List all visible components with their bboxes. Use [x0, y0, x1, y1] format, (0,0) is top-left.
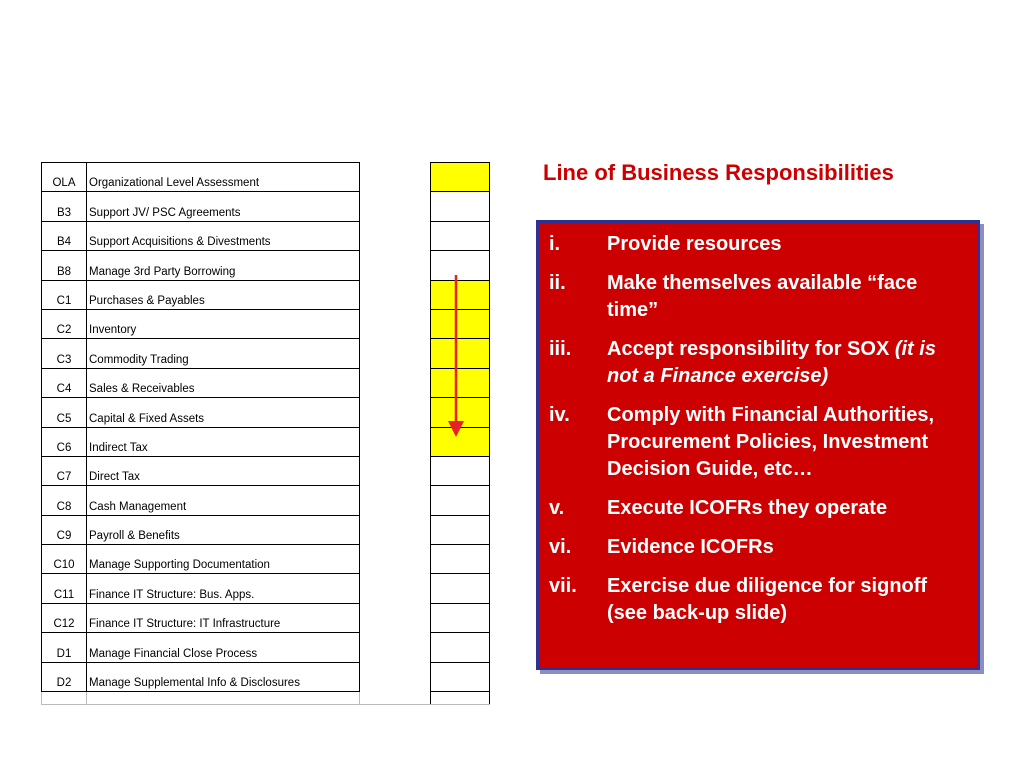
row-name: Finance IT Structure: Bus. Apps.: [87, 574, 360, 603]
list-item: [549, 336, 967, 390]
process-table-body: [42, 163, 490, 705]
row-name: Support Acquisitions & Divestments: [87, 221, 360, 250]
row-name: Organizational Level Assessment: [87, 163, 360, 192]
row-code: B3: [42, 192, 87, 221]
row-mark-cell: [431, 221, 490, 250]
table-row: [42, 192, 490, 221]
row-gap: [360, 280, 431, 309]
table-row: [42, 692, 490, 705]
row-mark-cell: [431, 163, 490, 192]
arrow-head: [448, 421, 464, 437]
panel-title: Line of Business Responsibilities: [543, 160, 894, 185]
table-row: [42, 398, 490, 427]
item-text: Provide resources: [607, 233, 782, 255]
row-name: Manage 3rd Party Borrowing: [87, 251, 360, 280]
list-item: [549, 402, 967, 483]
item-number: iii.: [549, 338, 572, 360]
row-code: C5: [42, 398, 87, 427]
table-row: [42, 456, 490, 485]
table-row: [42, 309, 490, 338]
row-name: Manage Supporting Documentation: [87, 545, 360, 574]
list-item: [549, 495, 967, 522]
row-code: C1: [42, 280, 87, 309]
row-code: C8: [42, 486, 87, 515]
row-mark-cell: [431, 603, 490, 632]
row-gap: [360, 545, 431, 574]
item-text: Evidence ICOFRs: [607, 536, 774, 558]
row-code: C4: [42, 368, 87, 397]
row-name: Cash Management: [87, 486, 360, 515]
table-row: [42, 603, 490, 632]
row-mark-cell: [431, 545, 490, 574]
row-code: C9: [42, 515, 87, 544]
row-gap: [360, 251, 431, 280]
row-name: Manage Supplemental Info & Disclosures: [87, 662, 360, 691]
row-name: Support JV/ PSC Agreements: [87, 192, 360, 221]
row-code: C11: [42, 574, 87, 603]
row-gap: [360, 309, 431, 338]
row-mark-cell: [431, 192, 490, 221]
list-item: [549, 270, 967, 324]
table-row: [42, 280, 490, 309]
table-row: [42, 662, 490, 691]
item-number: i.: [549, 233, 561, 255]
row-mark-cell: [431, 633, 490, 662]
row-mark-cell: [431, 574, 490, 603]
table-row: [42, 163, 490, 192]
item-text: Execute ICOFRs they operate: [607, 497, 888, 519]
row-name: [87, 692, 360, 705]
row-name: Direct Tax: [87, 456, 360, 485]
row-gap: [360, 192, 431, 221]
row-name: Finance IT Structure: IT Infrastructure: [87, 603, 360, 632]
table-row: [42, 427, 490, 456]
row-gap: [360, 339, 431, 368]
row-code: D2: [42, 662, 87, 691]
list-item: [549, 534, 967, 561]
down-arrow-icon: [441, 275, 471, 440]
row-code: C7: [42, 456, 87, 485]
row-code: OLA: [42, 163, 87, 192]
row-name: Indirect Tax: [87, 427, 360, 456]
row-gap: [360, 456, 431, 485]
row-gap: [360, 427, 431, 456]
row-gap: [360, 221, 431, 250]
table-row: [42, 633, 490, 662]
row-gap: [360, 603, 431, 632]
row-name: Inventory: [87, 309, 360, 338]
row-code: C12: [42, 603, 87, 632]
row-gap: [360, 515, 431, 544]
row-gap: [360, 486, 431, 515]
row-mark-cell: [431, 456, 490, 485]
row-mark-cell: [431, 692, 490, 705]
table-row: [42, 368, 490, 397]
row-name: Commodity Trading: [87, 339, 360, 368]
row-code: D1: [42, 633, 87, 662]
list-item: [549, 573, 967, 627]
item-text: Accept responsibility for SOX: [607, 338, 895, 360]
row-mark-cell: [431, 486, 490, 515]
row-gap: [360, 692, 431, 705]
row-gap: [360, 368, 431, 397]
row-gap: [360, 662, 431, 691]
row-code: [42, 692, 87, 705]
table-row: [42, 515, 490, 544]
table-row: [42, 574, 490, 603]
table-row: [42, 486, 490, 515]
row-mark-cell: [431, 662, 490, 691]
item-number: ii.: [549, 272, 566, 294]
item-text: Make themselves available “face time”: [607, 272, 918, 321]
row-code: C10: [42, 545, 87, 574]
list-item: [549, 231, 967, 258]
item-italic-note: (it is not a Finance exercise): [607, 338, 936, 387]
table-row: [42, 339, 490, 368]
item-number: vi.: [549, 536, 572, 558]
row-code: C3: [42, 339, 87, 368]
responsibilities-box: [536, 220, 980, 670]
row-gap: [360, 574, 431, 603]
row-code: C6: [42, 427, 87, 456]
row-name: Manage Financial Close Process: [87, 633, 360, 662]
row-gap: [360, 633, 431, 662]
row-code: C2: [42, 309, 87, 338]
process-table: [41, 162, 490, 705]
item-number: iv.: [549, 404, 570, 426]
row-name: Payroll & Benefits: [87, 515, 360, 544]
table-row: [42, 545, 490, 574]
row-code: B8: [42, 251, 87, 280]
table-row: [42, 221, 490, 250]
row-name: Purchases & Payables: [87, 280, 360, 309]
row-gap: [360, 163, 431, 192]
row-code: B4: [42, 221, 87, 250]
item-text: Comply with Financial Authorities, Procurement Policies, Investment Decision Guide, etc…: [607, 404, 935, 480]
row-name: Capital & Fixed Assets: [87, 398, 360, 427]
responsibilities-list: [539, 223, 977, 627]
row-mark-cell: [431, 515, 490, 544]
item-number: v.: [549, 497, 565, 519]
row-name: Sales & Receivables: [87, 368, 360, 397]
table-row: [42, 251, 490, 280]
item-number: vii.: [549, 575, 577, 597]
row-gap: [360, 398, 431, 427]
item-text: Exercise due diligence for signoff (see back-up slide): [607, 575, 928, 624]
